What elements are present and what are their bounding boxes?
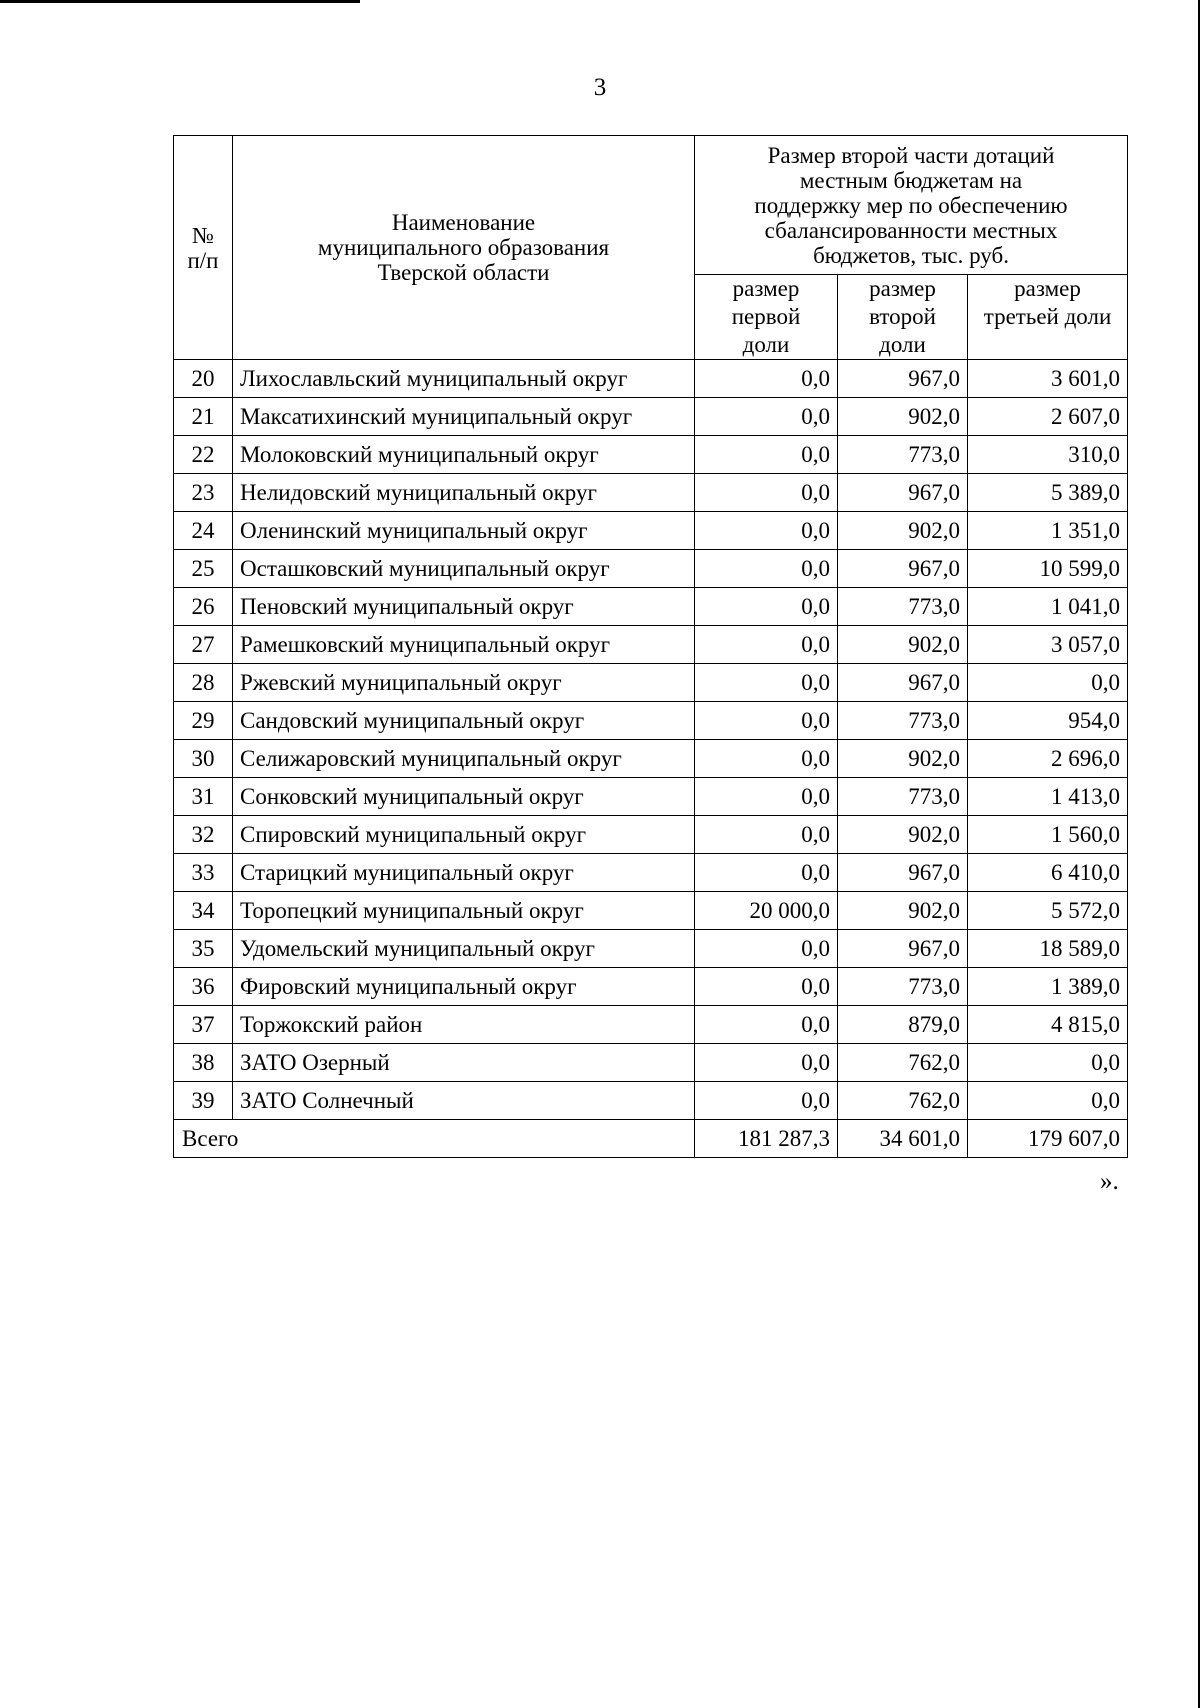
first-share-value: 0,0 [695,588,838,626]
first-share-value: 0,0 [695,968,838,1006]
third-share-value: 0,0 [968,664,1128,702]
row-number: 29 [174,702,233,740]
second-share-value: 967,0 [838,360,968,398]
header-number: № п/п [174,136,233,360]
second-share-value: 879,0 [838,1006,968,1044]
first-share-value: 0,0 [695,816,838,854]
municipality-name: Лихославльский муниципальный округ [233,360,695,398]
row-number: 35 [174,930,233,968]
page-number: 3 [593,74,607,101]
header-first-share: размер первой доли [695,275,838,360]
municipality-name: Рамешковский муниципальный округ [233,626,695,664]
row-number: 37 [174,1006,233,1044]
third-share-value: 10 599,0 [968,550,1128,588]
table-row [174,664,1128,702]
row-number: 31 [174,778,233,816]
first-share-value: 0,0 [695,1006,838,1044]
table-row [174,474,1128,512]
second-share-value: 902,0 [838,626,968,664]
second-share-value: 967,0 [838,474,968,512]
table-row [174,968,1128,1006]
third-share-value: 6 410,0 [968,854,1128,892]
first-share-value: 0,0 [695,512,838,550]
municipality-name: ЗАТО Солнечный [233,1082,695,1120]
municipality-name: Ржевский муниципальный округ [233,664,695,702]
table-row [174,1006,1128,1044]
header-group: Размер второй части дотаций местным бюджетам на поддержку мер по обеспечению сбалансированности местных бюджетов, тыс. руб. [695,136,1128,275]
row-number: 24 [174,512,233,550]
total-row [174,1120,1128,1158]
table-row [174,892,1128,930]
row-number: 26 [174,588,233,626]
second-share-value: 967,0 [838,930,968,968]
total-first-share: 181 287,3 [695,1120,838,1158]
table-row [174,930,1128,968]
total-second-share: 34 601,0 [838,1120,968,1158]
second-share-value: 902,0 [838,816,968,854]
first-share-value: 0,0 [695,1044,838,1082]
total-third-share: 179 607,0 [968,1120,1128,1158]
municipality-name: Торжокский район [233,1006,695,1044]
second-share-value: 773,0 [838,702,968,740]
second-share-value: 967,0 [838,854,968,892]
first-share-value: 0,0 [695,664,838,702]
municipality-name: Молоковский муниципальный округ [233,436,695,474]
second-share-value: 902,0 [838,398,968,436]
third-share-value: 4 815,0 [968,1006,1128,1044]
first-share-value: 0,0 [695,474,838,512]
first-share-value: 0,0 [695,398,838,436]
third-share-value: 1 041,0 [968,588,1128,626]
second-share-value: 902,0 [838,512,968,550]
first-share-value: 0,0 [695,930,838,968]
row-number: 21 [174,398,233,436]
row-number: 36 [174,968,233,1006]
second-share-value: 773,0 [838,436,968,474]
third-share-value: 1 389,0 [968,968,1128,1006]
first-share-value: 0,0 [695,550,838,588]
subsidy-table [173,135,1128,1158]
second-share-value: 773,0 [838,968,968,1006]
row-number: 34 [174,892,233,930]
row-number: 33 [174,854,233,892]
second-share-value: 902,0 [838,892,968,930]
table-row [174,398,1128,436]
second-share-value: 773,0 [838,778,968,816]
header-third-share: размер третьей доли [968,275,1128,360]
row-number: 25 [174,550,233,588]
row-number: 30 [174,740,233,778]
third-share-value: 18 589,0 [968,930,1128,968]
municipality-name: ЗАТО Озерный [233,1044,695,1082]
municipality-name: Фировский муниципальный округ [233,968,695,1006]
second-share-value: 902,0 [838,740,968,778]
table-row [174,1044,1128,1082]
municipality-name: Сонковский муниципальный округ [233,778,695,816]
third-share-value: 3 601,0 [968,360,1128,398]
table-row [174,588,1128,626]
row-number: 38 [174,1044,233,1082]
header-name: Наименование муниципального образования Тверской области [233,136,695,360]
total-label: Всего [174,1120,695,1158]
row-number: 32 [174,816,233,854]
first-share-value: 0,0 [695,360,838,398]
table-row [174,854,1128,892]
third-share-value: 0,0 [968,1082,1128,1120]
second-share-value: 762,0 [838,1044,968,1082]
municipality-name: Пеновский муниципальный округ [233,588,695,626]
municipality-name: Удомельский муниципальный округ [233,930,695,968]
table-row [174,816,1128,854]
third-share-value: 1 351,0 [968,512,1128,550]
top-rule [0,0,360,3]
first-share-value: 0,0 [695,1082,838,1120]
second-share-value: 967,0 [838,550,968,588]
third-share-value: 5 572,0 [968,892,1128,930]
second-share-value: 762,0 [838,1082,968,1120]
third-share-value: 954,0 [968,702,1128,740]
row-number: 28 [174,664,233,702]
table-row [174,740,1128,778]
table-row [174,436,1128,474]
table-row [174,702,1128,740]
table-row [174,778,1128,816]
third-share-value: 2 607,0 [968,398,1128,436]
first-share-value: 0,0 [695,702,838,740]
closing-quote: ». [1100,1168,1119,1195]
table-row [174,626,1128,664]
third-share-value: 3 057,0 [968,626,1128,664]
first-share-value: 0,0 [695,626,838,664]
municipality-name: Сандовский муниципальный округ [233,702,695,740]
third-share-value: 2 696,0 [968,740,1128,778]
first-share-value: 0,0 [695,854,838,892]
first-share-value: 0,0 [695,436,838,474]
row-number: 22 [174,436,233,474]
row-number: 27 [174,626,233,664]
third-share-value: 1 560,0 [968,816,1128,854]
municipality-name: Спировский муниципальный округ [233,816,695,854]
first-share-value: 0,0 [695,740,838,778]
table-row [174,1082,1128,1120]
municipality-name: Селижаровский муниципальный округ [233,740,695,778]
table-row [174,512,1128,550]
table-row [174,360,1128,398]
municipality-name: Старицкий муниципальный округ [233,854,695,892]
municipality-name: Максатихинский муниципальный округ [233,398,695,436]
first-share-value: 20 000,0 [695,892,838,930]
municipality-name: Торопецкий муниципальный округ [233,892,695,930]
row-number: 39 [174,1082,233,1120]
third-share-value: 5 389,0 [968,474,1128,512]
row-number: 23 [174,474,233,512]
third-share-value: 310,0 [968,436,1128,474]
municipality-name: Нелидовский муниципальный округ [233,474,695,512]
second-share-value: 773,0 [838,588,968,626]
first-share-value: 0,0 [695,778,838,816]
row-number: 20 [174,360,233,398]
municipality-name: Оленинский муниципальный округ [233,512,695,550]
third-share-value: 0,0 [968,1044,1128,1082]
table-row [174,550,1128,588]
header-second-share: размер второй доли [838,275,968,360]
third-share-value: 1 413,0 [968,778,1128,816]
municipality-name: Осташковский муниципальный округ [233,550,695,588]
second-share-value: 967,0 [838,664,968,702]
